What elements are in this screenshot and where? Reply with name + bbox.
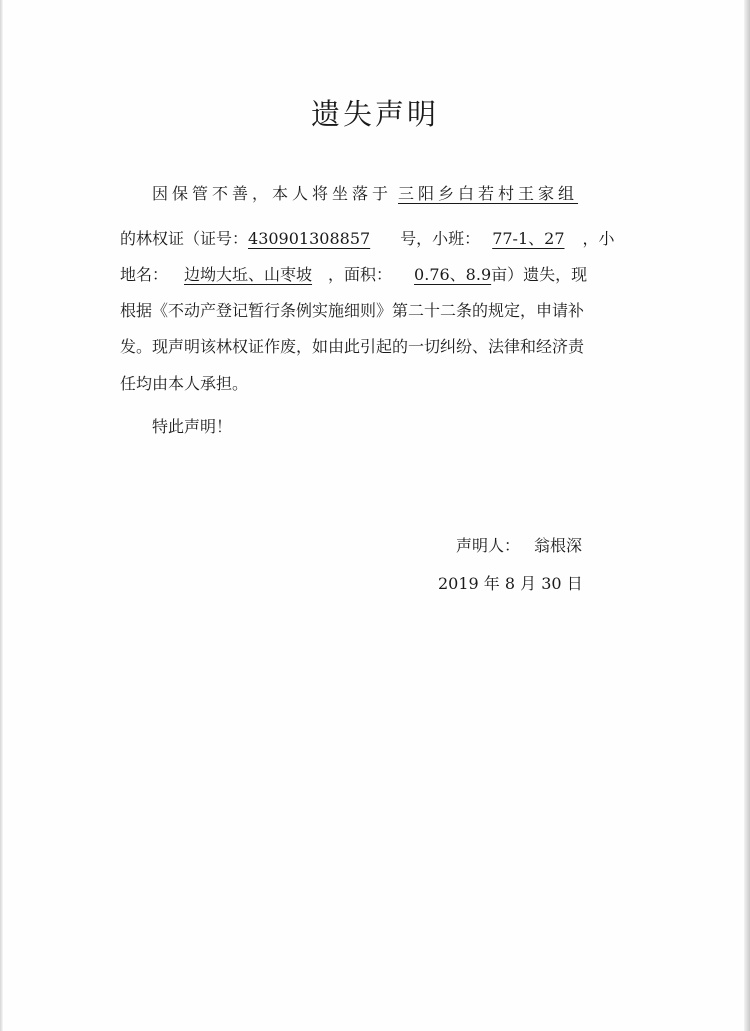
line-3-tail: 亩）遗失，现 — [491, 265, 588, 284]
page-title: 遗失声明 — [310, 97, 439, 131]
statement-line-1 — [120, 181, 625, 217]
signature-name: 翁根深 — [534, 536, 583, 555]
closing-line — [120, 414, 625, 450]
scan-edge-left — [0, 0, 3, 1031]
block-label: 号，小班： — [400, 229, 481, 248]
statement-line-3 — [120, 262, 625, 298]
place-value: 边坳大坵、山枣坡 — [184, 265, 313, 284]
line-2-tail: ，小 — [582, 229, 615, 248]
statement-intro: 因保管不善，本人将坐落于 — [152, 184, 393, 203]
cert-label: 的林权证（证号： — [120, 229, 249, 248]
signature-block — [456, 533, 582, 556]
place-label: 地名： — [120, 265, 169, 284]
statement-line-6: 任均由本人承担。 — [120, 374, 249, 393]
area-label: ，面积： — [328, 265, 393, 284]
area-value: 0.76、8.9 — [414, 265, 492, 284]
closing-text: 特此声明！ — [152, 417, 233, 436]
cert-number: 430901308857 — [248, 229, 371, 248]
statement-line-2 — [120, 226, 625, 262]
location-value: 三阳乡白若村王家组 — [398, 184, 579, 203]
statement-line-5: 发。现声明该林权证作废，如由此引起的一切纠纷、法律和经济责 — [120, 337, 585, 356]
statement-line-4: 根据《不动产登记暂行条例实施细则》第二十二条的规定，申请补 — [120, 301, 585, 320]
scan-edge-right — [744, 0, 750, 1031]
block-value: 77-1、27 — [492, 229, 565, 248]
statement-date: 2019 年 8 月 30 日 — [438, 574, 583, 593]
signature-label: 声明人： — [456, 536, 521, 555]
